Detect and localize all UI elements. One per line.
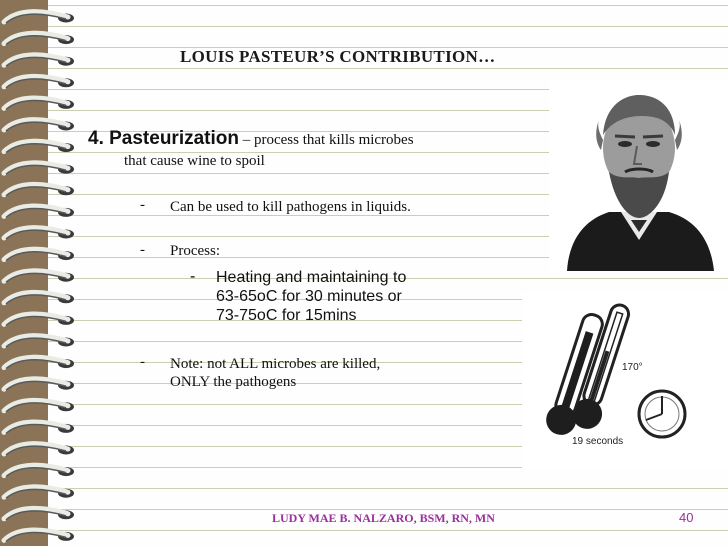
bullet-note xyxy=(170,355,380,391)
footer-author: LUDY MAE B. NALZARO, BSM, RN, MN xyxy=(272,511,495,525)
point-term: 4. Pasteurization xyxy=(88,128,239,149)
point-definition: – process that kills microbes xyxy=(239,132,414,148)
sub-bullet-dash: - xyxy=(190,268,196,285)
bullet-dash: - xyxy=(140,242,145,258)
bullet-dash: - xyxy=(140,354,145,370)
bullet-dash: - xyxy=(140,197,145,213)
thermometer-clock-figure xyxy=(522,292,728,468)
slide-title: LOUIS PASTEUR’S CONTRIBUTION… xyxy=(180,47,496,66)
time-label: 19 seconds xyxy=(572,436,624,447)
page-number: 40 xyxy=(679,510,694,525)
bullet-process: Process: xyxy=(170,243,220,259)
spiral-binding xyxy=(0,0,80,546)
pasteur-portrait xyxy=(549,80,728,271)
sub-bullet-line: 63-65oC for 30 minutes or xyxy=(216,288,402,305)
bullet-note-line: Note: not ALL microbes are killed, xyxy=(170,356,381,372)
point-definition-continued: that cause wine to spoil xyxy=(124,153,265,169)
bullet-note-line: ONLY the pathogens xyxy=(170,374,297,390)
bullet-kill-pathogens: Can be used to kill pathogens in liquids. xyxy=(170,199,411,215)
temperature-label: 170° xyxy=(622,362,643,373)
sub-bullet-line: 73-75oC for 15mins xyxy=(216,307,357,324)
point-heading xyxy=(88,128,414,150)
sub-bullet-line: Heating and maintaining to xyxy=(216,269,407,286)
sub-bullet-heating xyxy=(216,268,406,325)
